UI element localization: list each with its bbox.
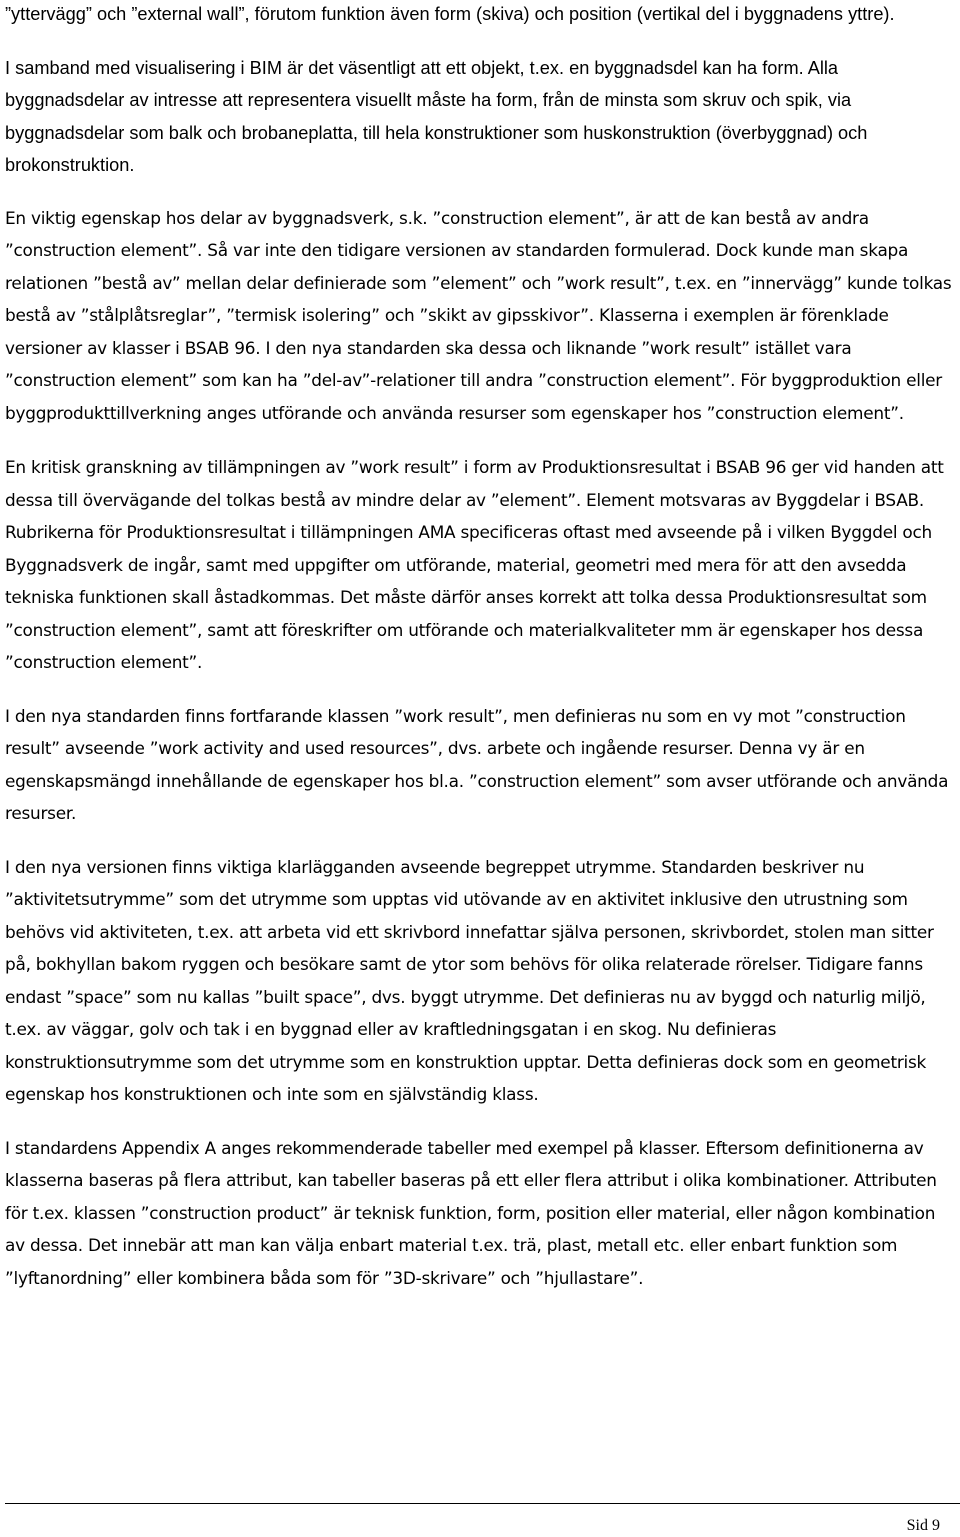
document-page: [5, 0, 957, 1294]
paragraph-intro: ”yttervägg” och ”external wall”, förutom funktion även form (skiva) och position (vertikal del i byggnadens yttre).: [5, 4, 895, 24]
page-number: Sid 9: [906, 1517, 940, 1534]
paragraph-bim-form: I samband med visualisering i BIM är det väsentligt att ett objekt, t.ex. en byggnadsdel kan ha form. Alla byggnadsdelar av intresse att representera visuellt måste ha form, från de minsta som skruv och spik, via byggnadsdelar som balk och brobaneplatta, till hela konstruktioner som huskonstruktion (överbyggnad) och brokonstruktion.: [5, 57, 868, 175]
footer-divider: [5, 1503, 960, 1504]
paragraph-critical-review: En kritisk granskning av tillämpningen av ”work result” i form av Produktionsresultat i BSAB 96 ger vid handen att dessa till övervägande del tolkas bestå av mindre delar av ”element”. Element motsvaras av Byggdelar i BSAB. Rubrikerna för Produktionsresultat i tillämpningen AMA specificeras oftast med avseende på i vilken Byggdel och Byggnadsverk de ingår, samt med uppgifter om utförande, material, geometri med mera för att den avsedda tekniska funktionen skall åstadkommas. Det måste därför anses korrekt att tolka dessa Produktionsresultat som ”construction element”, samt att föreskrifter om utförande och materialkvaliteter mm är egenskaper hos dessa ”construction element”.: [5, 457, 944, 672]
paragraph-space: I den nya versionen finns viktiga klarlägganden avseende begreppet utrymme. Standarden beskriver nu ”aktivitetsutrymme” som det utrymme som upptas vid utövande av en aktivitet inklusive den utrustning som behövs vid aktiviteten, t.ex. att arbeta vid ett skrivbord innefattar själva personen, skrivbordet, stolen man sitter på, bokhyllan bakom ryggen och besökare samt de ytor som behövs för olika relaterade rörelser. Tidigare fanns endast ”space” som nu kallas ”built space”, dvs. byggt utrymme. Det definieras nu av byggd och naturlig miljö, t.ex. av väggar, golv och tak i en byggnad eller av kraftledningsgatan i en skog. Nu definieras konstruktionsutrymme som det utrymme som en konstruktion upptar. Detta definieras dock som en geometrisk egenskap hos konstruktionen och inte som en självständig klass.: [5, 856, 934, 1104]
paragraph-construction-element: En viktig egenskap hos delar av byggnadsverk, s.k. ”construction element”, är att de kan bestå av andra ”construction element”. Så var inte den tidigare versionen av standarden formulerad. Dock kunde man skapa relationen ”bestå av” mellan delar definierade som ”element” och ”work result”, t.ex. en ”innervägg” kunde tolkas bestå av ”stålplåtsreglar”, ”termisk isolering” och ”skikt av gipsskivor”. Klasserna i exemplen är förenklade versioner av klasser i BSAB 96. I den nya standarden ska dessa och liknande ”work result” istället vara ”construction element” som kan ha ”del-av”-relationer till andra ”construction element”. För byggproduktion eller byggprodukttillverkning anges utförande och använda resurser som egenskaper hos ”construction element”.: [5, 207, 952, 423]
paragraph-work-result: I den nya standarden finns fortfarande klassen ”work result”, men definieras nu som en vy mot ”construction result” avseende ”work activity and used resources”, dvs. arbete och ingående resurser. Denna vy är en egenskapsmängd innehållande de egenskaper hos bl.a. ”construction element” som avser utförande och använda resurser.: [5, 705, 949, 823]
paragraph-appendix-a: I standardens Appendix A anges rekommenderade tabeller med exempel på klasser. Eftersom definitionerna av klasserna baseras på flera attribut, kan tabeller baseras på ett eller flera attribut i olika kombinationer. Attributen för t.ex. klassen ”construction product” är teknisk funktion, form, position eller material, eller någon kombination av dessa. Det innebär att man kan välja enbart material t.ex. trä, plast, metall etc. eller enbart funktion som ”lyftanordning” eller kombinera båda som för ”3D-skrivare” och ”hjullastare”.: [5, 1137, 937, 1288]
